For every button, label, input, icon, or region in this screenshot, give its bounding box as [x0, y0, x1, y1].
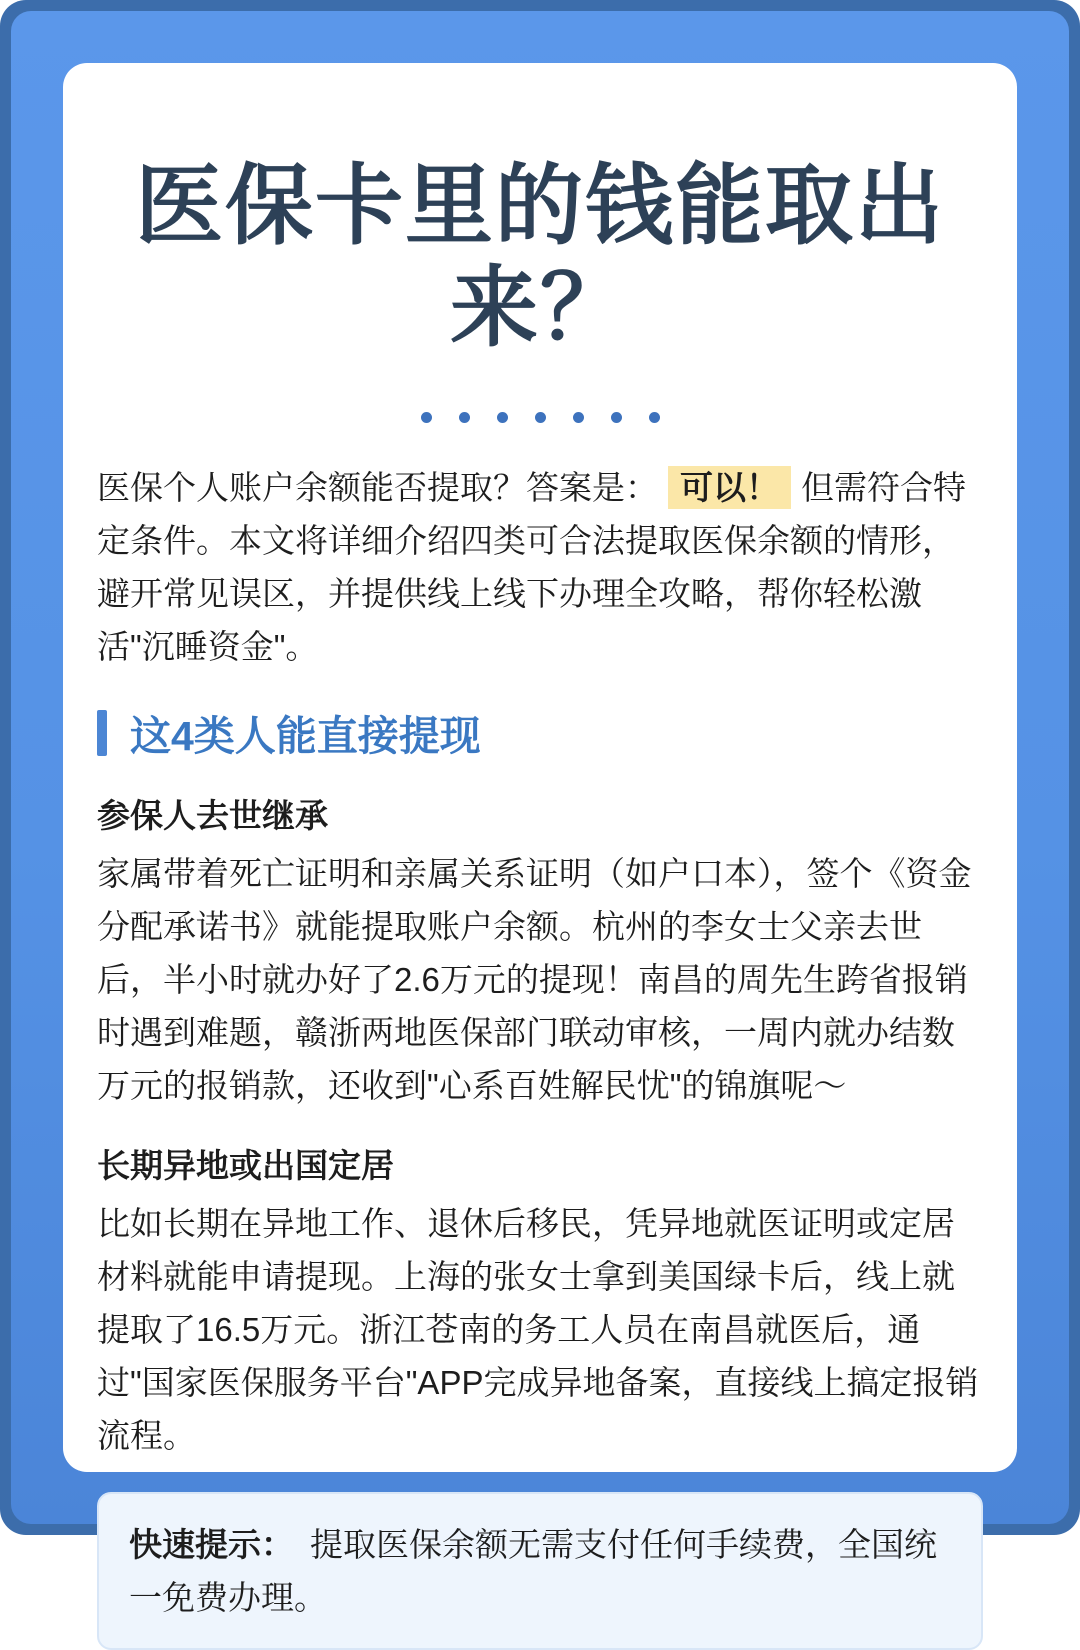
dot	[535, 412, 546, 423]
tip-text: 提取医保余额无需支付任何手续费，全国统一免费办理。	[129, 1526, 937, 1617]
subsection-title-inheritance: 参保人去世继承	[97, 797, 328, 835]
subsection-body-relocation: 比如长期在异地工作、退休后移民，凭异地就医证明或定居材料就能申请提现。上海的张女士拿到美国绿卡后，线上就提取了16.5万元。浙江苍南的务工人员在南昌就医后，通过"国家医保服务平台"APP完成异地备案，直接线上搞定报销流程。	[97, 1205, 979, 1455]
tip-label: 快速提示：	[129, 1526, 294, 1564]
page-title: 医保卡里的钱能取出来？	[134, 156, 945, 358]
dot	[497, 412, 508, 423]
tip-box	[97, 1492, 983, 1650]
dot	[649, 412, 660, 423]
dot	[573, 412, 584, 423]
dot	[459, 412, 470, 423]
intro-text-after: 但需符合特定条件。本文将详细介绍四类可合法提取医保余额的情形，避开常见误区，并提供线上线下办理全攻略，帮你轻松激活"沉睡资金"。	[97, 469, 966, 666]
section-heading	[97, 703, 983, 762]
heading-accent-bar	[97, 710, 107, 756]
dot	[611, 412, 622, 423]
dot	[421, 412, 432, 423]
section-heading-label: 这4类人能直接提现	[130, 713, 481, 760]
content-card	[63, 63, 1017, 1617]
subsection-title-relocation: 长期异地或出国定居	[97, 1147, 394, 1185]
subsection-body-inheritance: 家属带着死亡证明和亲属关系证明（如户口本），签个《资金分配承诺书》就能提取账户余额。杭州的李女士父亲去世后，半小时就办好了2.6万元的提现！南昌的周先生跨省报销时遇到难题，赣浙两地医保部门联动审核，一周内就办结数万元的报销款，还收到"心系百姓解民忧"的锦旗呢～	[97, 855, 972, 1105]
dots-divider	[97, 411, 983, 423]
blue-frame	[11, 11, 1069, 1617]
intro-paragraph	[97, 461, 983, 673]
highlight-answer: 可以！	[668, 466, 791, 509]
intro-text-before: 医保个人账户余额能否提取？答案是：	[97, 469, 658, 507]
